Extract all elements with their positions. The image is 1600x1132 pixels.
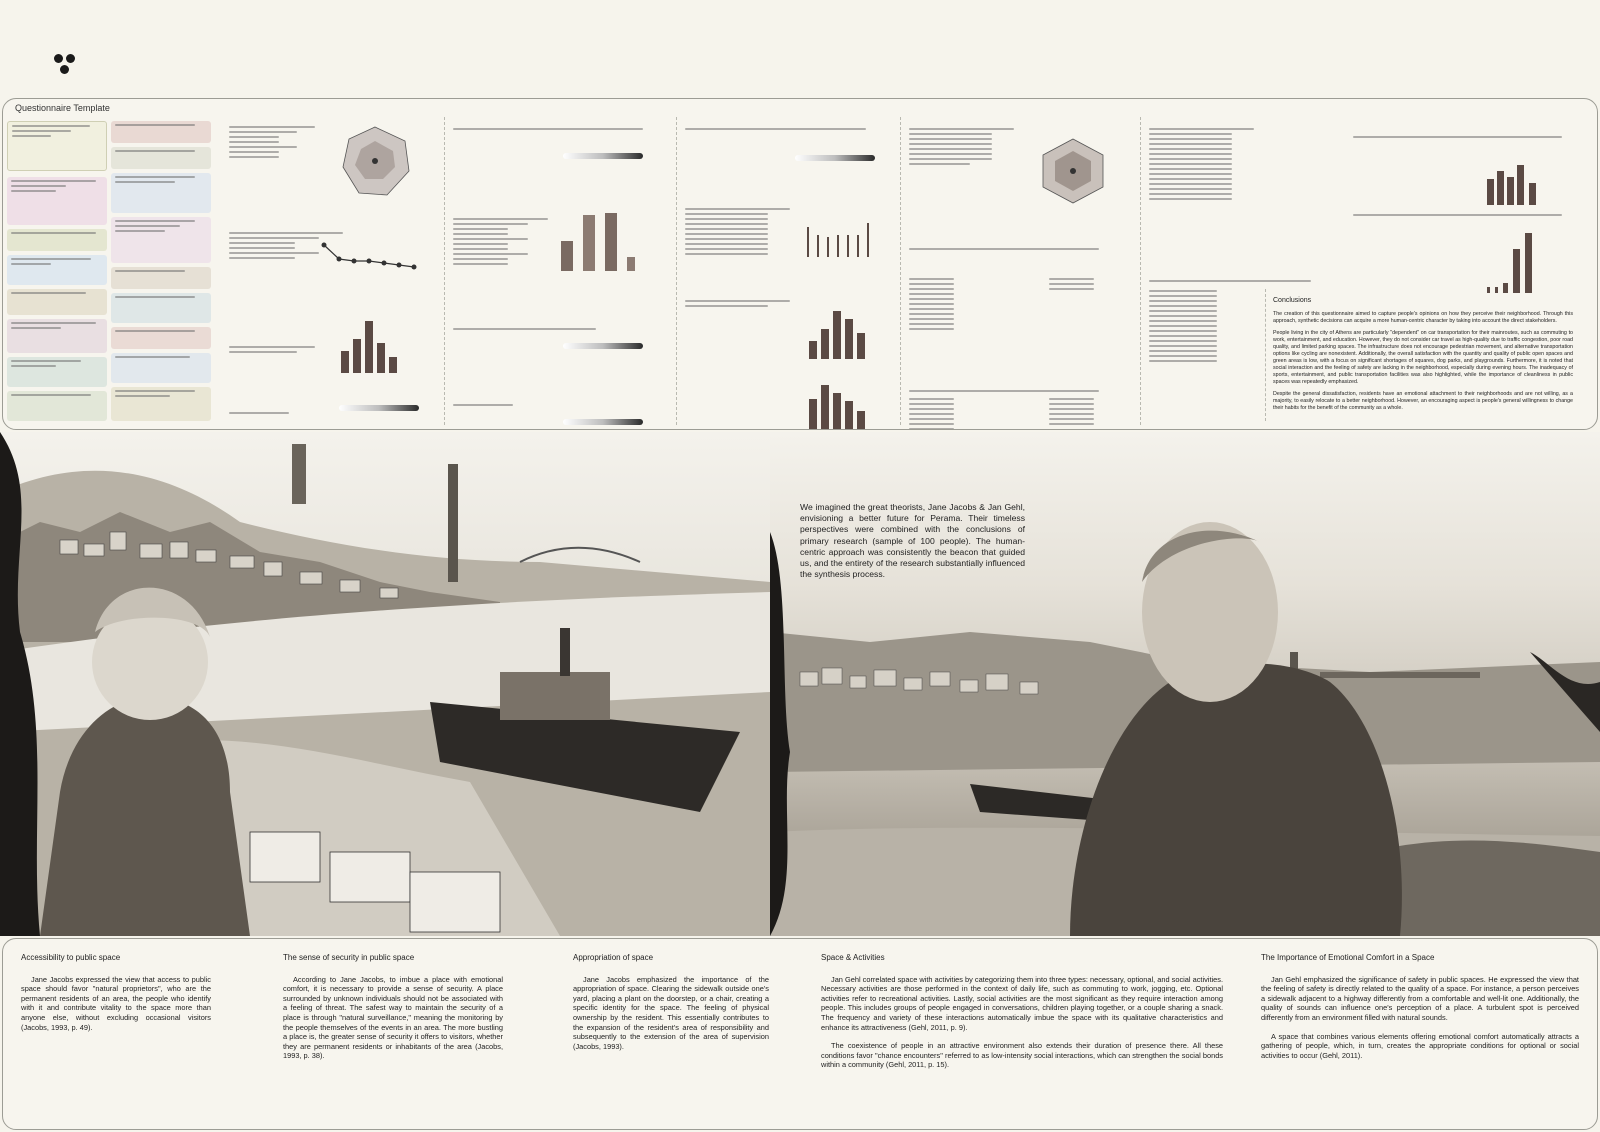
section-paragraph: According to Jane Jacobs, to imbue a place with emotional comfort, it is necessary to provide a sense of security. A place surrounded by unknown individuals should not be associated with a feeling of threat. The safest way to maintain the security of a place is through "natural surveillance," meaning the monitoring by the people themselves of the events in an area. The more bustling a place is, the greater sense of security it offers to visitors, whether they are permanent residents or inhabitants of the area (Jacobs, 1993, p. 38). [283, 974, 503, 1061]
smiley-bar-chart [337, 317, 407, 373]
survey-column-6 [1353, 117, 1593, 297]
logo-mark [52, 52, 82, 82]
questionnaire-panel [2, 98, 1598, 430]
section-paragraph: Jan Gehl emphasized the significance of safety in public spaces. He expressed the view that the feeling of safety is directly related to the quality of a space. For instance, a person perceives a sidewalk adjacent to a highway differently from a comfortable and well-lit one. Additionally, the quality of sounds can influence one's perception of a place. A turbulent spot is perceived differently from an environment filled with natural sounds. [1261, 974, 1579, 1022]
section-title: Space & Activities [821, 953, 885, 962]
section-appropriation [573, 953, 769, 1060]
section-title: Accessibility to public space [21, 953, 121, 962]
section-paragraph: Jan Gehl correlated space with activities by categorizing them into three types: necessary, optional, and social activities. Necessary activities are those performed in the context of daily life, such as commuting to work, jogging, etc. Optional activities refer to recreational activities. Lastly, social activities are the most significant as they require interaction among people. This includes groups of people engaged in conversations, children playing together, or a couple sharing a snack. The frequency and variety of these interactions automatically imbue the space with its qualitative characteristics and enhance its attractiveness (Gehl, 2011, p. 9). [821, 974, 1223, 1032]
section-title: Appropriation of space [573, 953, 654, 962]
section-paragraph: Jane Jacobs emphasized the importance of the appropriation of space. Clearing the sidewalk outside one's yard, placing a plant on the doorstep, or a chair, creating a specific identity for the space. The feeling of physical ownership by the resident. This essentially contributes to the expansion of the resident's area of responsibility and subsequently to the extension of the area of supervision (Jacobs, 1993). [573, 974, 769, 1051]
smiley-bar-chart-3 [807, 377, 867, 429]
section-paragraph: A space that combines various elements offering emotional comfort automatically attracts a gathering of people, which, in turn, creates the appropriate conditions for optional or social activities to occur (Gehl, 2011). [1261, 1031, 1579, 1060]
conclusions-paragraph: The creation of this questionnaire aimed to capture people's opinions on how they perceive their neighborhood. Through this approach, synthetic decisions can acquire a more human-centric character by taking into account the direct stakeholders. [1273, 311, 1573, 324]
section-accessibility [21, 953, 211, 1041]
questionnaire-title: Questionnaire Template [15, 103, 110, 113]
rating-bar-chart-2 [1485, 231, 1545, 293]
questionnaire-form [7, 121, 217, 425]
conclusions-paragraph: People living in the city of Athens are particularly "dependent" on car transportation for their mainroutes, such as commuting to work, entertainment, and education. However, they do not consider car travel as high-quality due to traffic congestion, poor road quality, and limited parking spaces. The infrastructure does not encourage pedestrian movement, and alternative transportation options like cycling are nonexistent. Additionally, the overall satisfaction with the quantity and quality of public open spaces and green areas is low, with a focus on significant shortages of squares, dog parks, and playgrounds. Furthermore, it is noted that social interaction and the feeling of safety are lacking in the neighborhood, especially during evening hours. The inadequacy of sports, entertainment, and public transportation facilities was also highlighted, while the importance of cleanliness in public spaces was repeatedly emphasized. [1273, 330, 1573, 385]
section-paragraph: The coexistence of people in an attractive environment also extends their duration of presence there. All these conditions favor "chance encounters" referred to as low-intensity social interactions, which can strengthen the social bonds within a community (Gehl, 2011, p. 15). [821, 1041, 1223, 1070]
illustration-jane-jacobs-perama [0, 432, 770, 936]
section-title: The Importance of Emotional Comfort in a Space [1261, 953, 1435, 962]
survey-column-3 [685, 117, 901, 425]
survey-column-2 [453, 117, 677, 425]
conclusions-heading: Conclusions [1273, 297, 1312, 304]
section-emotional-comfort [1261, 953, 1579, 1069]
theory-panel [2, 938, 1598, 1130]
radar-chart-2 [1037, 135, 1109, 207]
section-paragraph: Jane Jacobs expressed the view that access to public space should favor "natural proprietors", who are the permanent residents of an area, the people who identify with it and contribute vitality to the space more than anyone else, without excluding occasional visitors (Jacobs, 1993, p. 49). [21, 974, 211, 1032]
section-title: The sense of security in public space [283, 953, 415, 962]
survey-column-1 [229, 117, 445, 425]
conclusions [1273, 297, 1573, 417]
intro-paragraph: We imagined the great theorists, Jane Jacobs & Jan Gehl, envisioning a better future for Perama. Their timeless perspectives were combined with the conclusions of primary research (sample of 100 people). The human-centric approach was consistently the beacon that guided us, and the entirety of the research substantially influenced the synthesis process. [800, 502, 1025, 580]
vertical-bar-chart [559, 211, 639, 271]
rating-bar-chart [1485, 159, 1545, 205]
smiley-bar-chart-2 [807, 303, 867, 359]
line-chart [319, 237, 419, 277]
conclusions-paragraph: Despite the general dissatisfaction, residents have an emotional attachment to their neighborhoods and are not willing, as a majority, to easily relocate to a better neighborhood. However, an encouraging aspect is people's general willingness to change their habits for the benefit of the community as a whole. [1273, 391, 1573, 411]
section-space-activities [821, 953, 1223, 1079]
lollipop-chart [805, 217, 875, 257]
section-security [283, 953, 503, 1070]
survey-column-4 [909, 117, 1141, 425]
radar-chart [335, 121, 415, 201]
